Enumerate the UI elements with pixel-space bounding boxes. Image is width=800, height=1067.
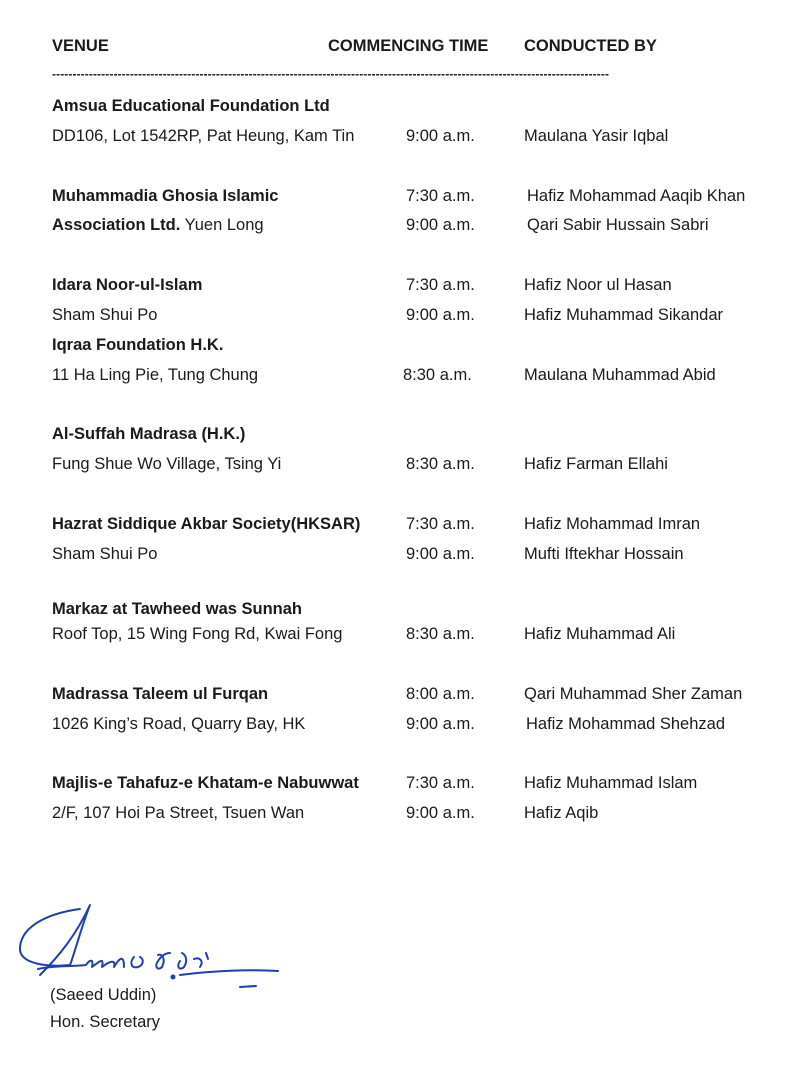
conductor: Hafiz Mohammad Aaqib Khan	[527, 187, 746, 205]
venue-name: Majlis-e Tahafuz-e Khatam-e Nabuwwat	[52, 774, 359, 792]
venue-name: Muhammadia Ghosia Islamic	[52, 187, 279, 205]
venue-address: Sham Shui Po	[52, 306, 158, 324]
venue-address: Roof Top, 15 Wing Fong Rd, Kwai Fong	[52, 625, 343, 643]
venue-address: DD106, Lot 1542RP, Pat Heung, Kam Tin	[52, 127, 355, 145]
handwritten-signature	[10, 895, 290, 995]
conductor: Hafiz Farman Ellahi	[524, 455, 668, 473]
venue-address: 1026 King’s Road, Quarry Bay, HK	[52, 715, 306, 733]
venue-address: 2/F, 107 Hoi Pa Street, Tsuen Wan	[52, 804, 305, 822]
time: 9:00 a.m.	[406, 715, 475, 733]
venue-name: Amsua Educational Foundation Ltd	[52, 97, 330, 115]
conductor: Qari Muhammad Sher Zaman	[524, 685, 743, 703]
conductor: Hafiz Aqib	[524, 804, 599, 822]
column-header-venue: VENUE	[52, 37, 109, 55]
time: 9:00 a.m.	[406, 545, 475, 563]
venue-name: Markaz at Tawheed was Sunnah	[52, 600, 303, 618]
column-header-time: COMMENCING TIME	[328, 37, 489, 55]
venue-name: Iqraa Foundation H.K.	[52, 336, 224, 354]
conductor: Hafiz Muhammad Islam	[524, 774, 698, 792]
venue-address: Fung Shue Wo Village, Tsing Yi	[52, 455, 282, 473]
header-divider: ----------------------------------------------------------------------------------------------------------------------------------------	[52, 68, 610, 80]
time: 9:00 a.m.	[406, 127, 475, 145]
time: 9:00 a.m.	[406, 216, 475, 234]
conductor: Qari Sabir Hussain Sabri	[527, 216, 709, 234]
venue-name: Association Ltd.	[52, 216, 181, 234]
conductor: Hafiz Muhammad Sikandar	[524, 306, 723, 324]
column-header-conducted-by: CONDUCTED BY	[524, 37, 657, 55]
time: 8:30 a.m.	[406, 455, 475, 473]
time: 8:30 a.m.	[403, 366, 472, 384]
venue-name: Al-Suffah Madrasa (H.K.)	[52, 425, 246, 443]
time: 7:30 a.m.	[406, 276, 475, 294]
venue-name: Madrassa Taleem ul Furqan	[52, 685, 269, 703]
venue-location: Yuen Long	[180, 216, 264, 234]
conductor: Hafiz Noor ul Hasan	[524, 276, 672, 294]
conductor: Hafiz Mohammad Imran	[524, 515, 701, 533]
time: 7:30 a.m.	[406, 774, 475, 792]
conductor: Maulana Muhammad Abid	[524, 366, 716, 384]
conductor: Maulana Yasir Iqbal	[524, 127, 669, 145]
time: 9:00 a.m.	[406, 306, 475, 324]
venue-address: 11 Ha Ling Pie, Tung Chung	[52, 366, 259, 384]
signatory-name: (Saeed Uddin)	[50, 986, 157, 1004]
venue-name: Hazrat Siddique Akbar Society(HKSAR)	[52, 515, 361, 533]
venue-name: Idara Noor-ul-Islam	[52, 276, 203, 294]
venue-address	[52, 215, 264, 235]
time: 8:00 a.m.	[406, 685, 475, 703]
conductor: Mufti Iftekhar Hossain	[524, 545, 684, 563]
conductor: Hafiz Mohammad Shehzad	[526, 715, 726, 733]
venue-address: Sham Shui Po	[52, 545, 158, 563]
time: 7:30 a.m.	[406, 187, 475, 205]
time: 8:30 a.m.	[406, 625, 475, 643]
time: 7:30 a.m.	[406, 515, 475, 533]
conductor: Hafiz Muhammad Ali	[524, 625, 676, 643]
signatory-title: Hon. Secretary	[50, 1013, 161, 1031]
time: 9:00 a.m.	[406, 804, 475, 822]
